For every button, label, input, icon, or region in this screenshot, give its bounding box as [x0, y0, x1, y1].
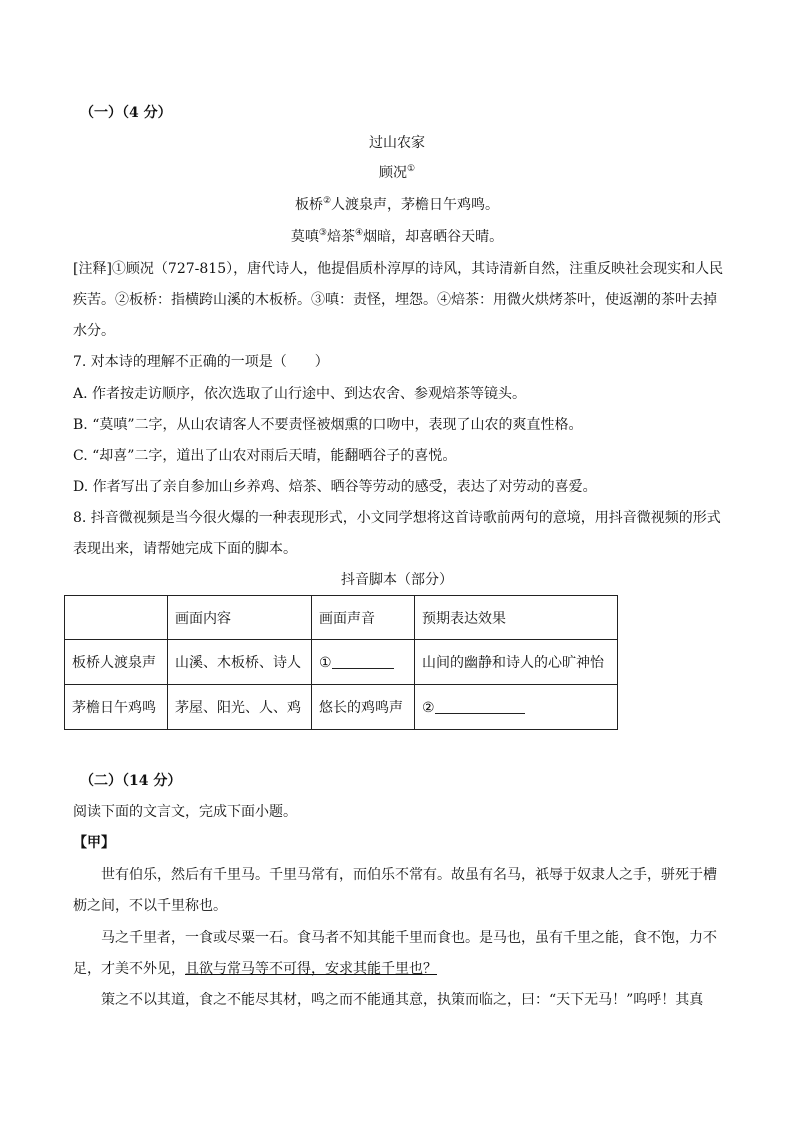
table-header-cell: 预期表达效果 [415, 596, 618, 640]
underlined-sentence: 且欲与常马等不可得，安求其能千里也？ [185, 961, 437, 977]
note-line: 疾苦。②板桥：指横跨山溪的木板桥。③嗔：责怪，埋怨。④焙茶：用微火烘烤茶叶，使返潮的茶叶去掉 [73, 292, 717, 308]
question-7-option-a: A. 作者按走访顺序，依次选取了山行途中、到达农舍、参观焙茶等镜头。 [73, 386, 527, 402]
table-cell-scene: 茅屋、阳光、人、鸡 [168, 685, 312, 730]
table-row [65, 685, 618, 730]
blank-mark: ② [422, 699, 435, 716]
passage-line: 策之不以其道，食之不能尽其材，鸣之而不能通其意，执策而临之，曰：“天下无马！”呜呼！其真 [101, 992, 704, 1008]
table-title: 抖音脚本（部分） [341, 572, 453, 588]
section2-intro: 阅读下面的文言文，完成下面小题。 [73, 804, 297, 820]
passage-label: 【甲】 [73, 835, 115, 851]
footnote-mark: ① [406, 164, 416, 174]
footnote-mark: ④ [355, 228, 364, 238]
question-8-stem-cont: 表现出来，请帮她完成下面的脚本。 [73, 541, 297, 557]
question-7-option-d: D. 作者写出了亲自参加山乡养鸡、焙茶、晒谷等劳动的感受，表达了对劳动的喜爱。 [73, 479, 597, 495]
poem-line-2 [0, 227, 794, 247]
note-line: [注释]①顾况（727-815），唐代诗人，他提倡质朴淳厚的诗风，其诗清新自然，注重反映社会现实和人民 [73, 261, 724, 277]
table-cell-sound: 悠长的鸡鸣声 [312, 685, 415, 730]
passage-line: 枥之间，不以千里称也。 [73, 898, 227, 914]
poem-line-2-part: 烟暗，却喜晒谷天晴。 [363, 229, 504, 245]
table-header-cell: 画面声音 [312, 596, 415, 640]
answer-blank[interactable] [435, 699, 525, 714]
footnote-mark: ② [322, 196, 332, 206]
table-cell-line: 板桥人渡泉声 [65, 640, 168, 685]
poem-line-1-part: 板桥 [294, 197, 323, 213]
poem-line-1-part: 人渡泉声，茅檐日午鸡鸣。 [331, 197, 500, 213]
section2-heading: （二）（14 分） [80, 773, 182, 789]
footnote-mark: ③ [318, 228, 327, 238]
table-header-cell [65, 596, 168, 640]
table-cell-sound [312, 640, 415, 685]
question-7-option-b: B. “莫嗔”二字，从山农请客人不要责怪被烟熏的口吻中，表现了山农的爽直性格。 [73, 417, 583, 433]
note-line: 水分。 [73, 323, 115, 339]
table-cell-line: 茅檐日午鸡鸣 [65, 685, 168, 730]
script-table [64, 595, 618, 730]
table-cell-scene: 山溪、木板桥、诗人 [168, 640, 312, 685]
table-header-row [65, 596, 618, 640]
question-8-stem: 8. 抖音微视频是当今很火爆的一种表现形式，小文同学想将这首诗歌前两句的意境，用抖音微视频的形式 [73, 510, 721, 526]
answer-blank[interactable] [332, 654, 394, 669]
poem-author-name: 顾况 [378, 165, 407, 181]
blank-mark: ① [319, 654, 332, 671]
question-7-option-c: C. “却喜”二字，道出了山农对雨后天晴，能翻晒谷子的喜悦。 [73, 448, 457, 464]
table-header-cell: 画面内容 [168, 596, 312, 640]
poem-author [0, 163, 794, 183]
poem-line-2-part: 焙茶 [327, 229, 355, 245]
question-7-stem: 7. 对本诗的理解不正确的一项是（ ） [73, 354, 329, 370]
table-cell-effect: 山间的幽静和诗人的心旷神怡 [415, 640, 618, 685]
poem-title: 过山农家 [369, 135, 425, 151]
section1-heading: （一）（4 分） [80, 105, 172, 121]
poem-line-1 [0, 195, 794, 215]
table-row [65, 640, 618, 685]
passage-line: 世有伯乐，然后有千里马。千里马常有，而伯乐不常有。故虽有名马，祇辱于奴隶人之手，骈死于槽 [101, 867, 717, 883]
passage-line [73, 959, 437, 979]
table-cell-effect [415, 685, 618, 730]
passage-text: 足，才美不外见， [73, 961, 185, 977]
poem-line-2-part: 莫嗔 [290, 229, 319, 245]
passage-line: 马之千里者，一食或尽粟一石。食马者不知其能千里而食也。是马也，虽有千里之能，食不饱，力不 [101, 930, 717, 946]
